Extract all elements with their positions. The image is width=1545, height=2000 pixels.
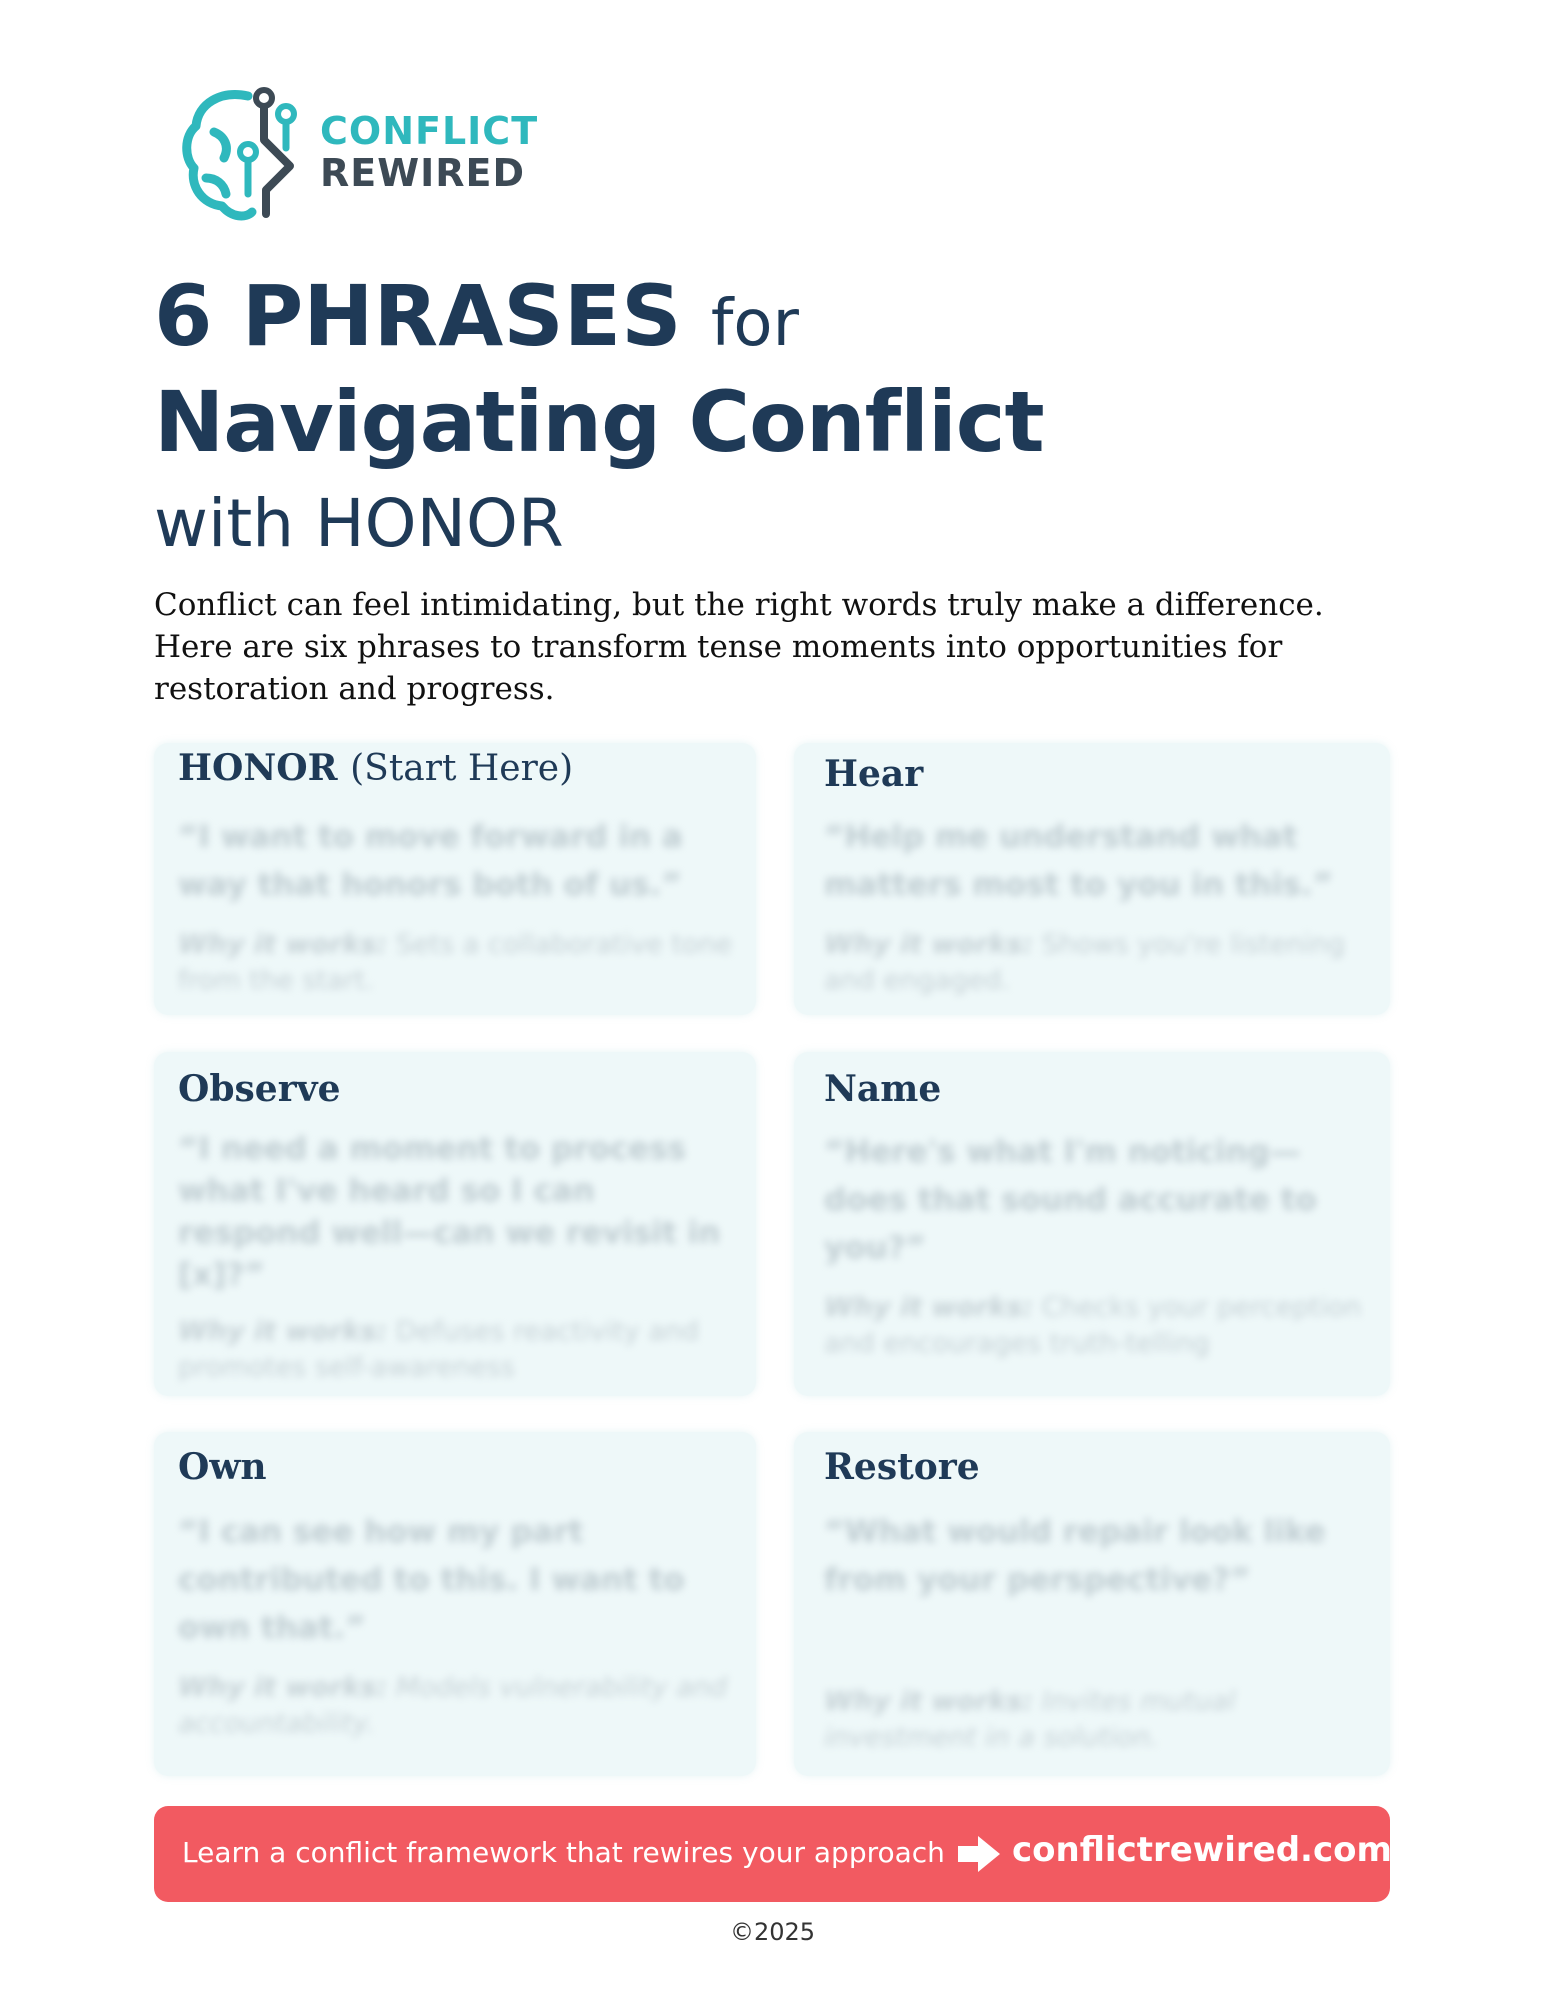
- card-phrase: “Here's what I'm noticing—does that sound accurate to you?”: [824, 1134, 1317, 1266]
- card-why: [178, 1314, 736, 1386]
- card-hear: [794, 743, 1390, 1015]
- logo: [180, 86, 580, 226]
- why-text: Sets a collaborative tone from the start.: [178, 929, 733, 996]
- why-text: Invites mutual investment in a solution.: [824, 1686, 1236, 1753]
- logo-wordmark: [320, 109, 539, 195]
- card-title-main: Name: [824, 1068, 942, 1110]
- copyright: ©2025: [729, 1918, 816, 1946]
- card-why: [178, 927, 736, 999]
- card-name: [794, 1052, 1390, 1396]
- card-title: [824, 1068, 941, 1110]
- card-body: [824, 1128, 1370, 1362]
- card-title: [178, 1446, 267, 1488]
- card-title-main: Hear: [824, 753, 924, 795]
- card-title: [824, 753, 923, 795]
- cta-text: Learn a conflict framework that rewires your approach: [182, 1836, 945, 1869]
- card-why: [824, 927, 1370, 999]
- card-title: [178, 1068, 341, 1110]
- right-arrow-icon: [958, 1834, 1000, 1874]
- title-for: for: [710, 287, 799, 361]
- why-text: Defuses reactivity and promotes self-awareness: [178, 1316, 700, 1383]
- card-title-sub: (Start Here): [350, 748, 574, 789]
- brain-circuit-icon: [180, 86, 310, 226]
- page-title: [154, 268, 1044, 572]
- title-line-1: [154, 268, 1044, 372]
- card-phrase: “Help me understand what matters most to you in this.”: [824, 819, 1333, 903]
- card-body: [178, 1508, 736, 1742]
- card-phrase: “I can see how my part contributed to this. I want to own that.”: [178, 1514, 685, 1646]
- card-own: [154, 1432, 756, 1776]
- why-label: Why it works:: [824, 1292, 1034, 1323]
- why-label: Why it works:: [824, 929, 1034, 960]
- why-text: Models vulnerability and accountability.: [178, 1672, 728, 1739]
- card-why: [178, 1670, 736, 1742]
- card-title-main: Own: [178, 1446, 267, 1488]
- why-label: Why it works:: [178, 1316, 388, 1347]
- title-sub: with HONOR: [154, 485, 564, 562]
- card-phrase: “I want to move forward in a way that honors both of us.”: [178, 819, 683, 903]
- title-main: Navigating Conflict: [154, 373, 1044, 471]
- cta-link[interactable]: conflictrewired.com: [1012, 1830, 1392, 1870]
- card-honor: [154, 743, 756, 1015]
- why-text: Checks your perception and encourages truth-telling: [824, 1292, 1362, 1359]
- card-why: [824, 1684, 1370, 1756]
- why-label: Why it works:: [178, 929, 388, 960]
- why-label: Why it works:: [178, 1672, 388, 1703]
- why-text: Shows you're listening and engaged.: [824, 929, 1346, 996]
- cta-banner[interactable]: [154, 1806, 1390, 1902]
- card-phrase: “I need a moment to process what I've heard so I can respond well—can we revisit in [x]?”: [178, 1131, 721, 1293]
- card-title: [824, 1446, 980, 1488]
- why-label: Why it works:: [824, 1686, 1034, 1717]
- card-title-main: Observe: [178, 1068, 341, 1110]
- card-body: [824, 813, 1370, 999]
- card-why: [824, 1290, 1370, 1362]
- card-restore: [794, 1432, 1390, 1776]
- logo-line-conflict: CONFLICT: [320, 109, 539, 153]
- logo-line-rewired: REWIRED: [320, 151, 526, 195]
- card-body: [178, 1128, 736, 1386]
- card-body: [178, 813, 736, 999]
- card-title: [178, 747, 573, 789]
- card-title-main: HONOR: [178, 747, 338, 789]
- title-number-phrases: 6 PHRASES: [154, 267, 682, 365]
- card-observe: [154, 1052, 756, 1396]
- card-title-main: Restore: [824, 1446, 980, 1488]
- card-body: [824, 1508, 1370, 1756]
- intro-paragraph: Conflict can feel intimidating, but the right words truly make a difference. Here are six phrases to transform tense moments into opportunities for restoration and progress.: [154, 587, 1324, 707]
- card-phrase: “What would repair look like from your perspective?”: [824, 1514, 1326, 1598]
